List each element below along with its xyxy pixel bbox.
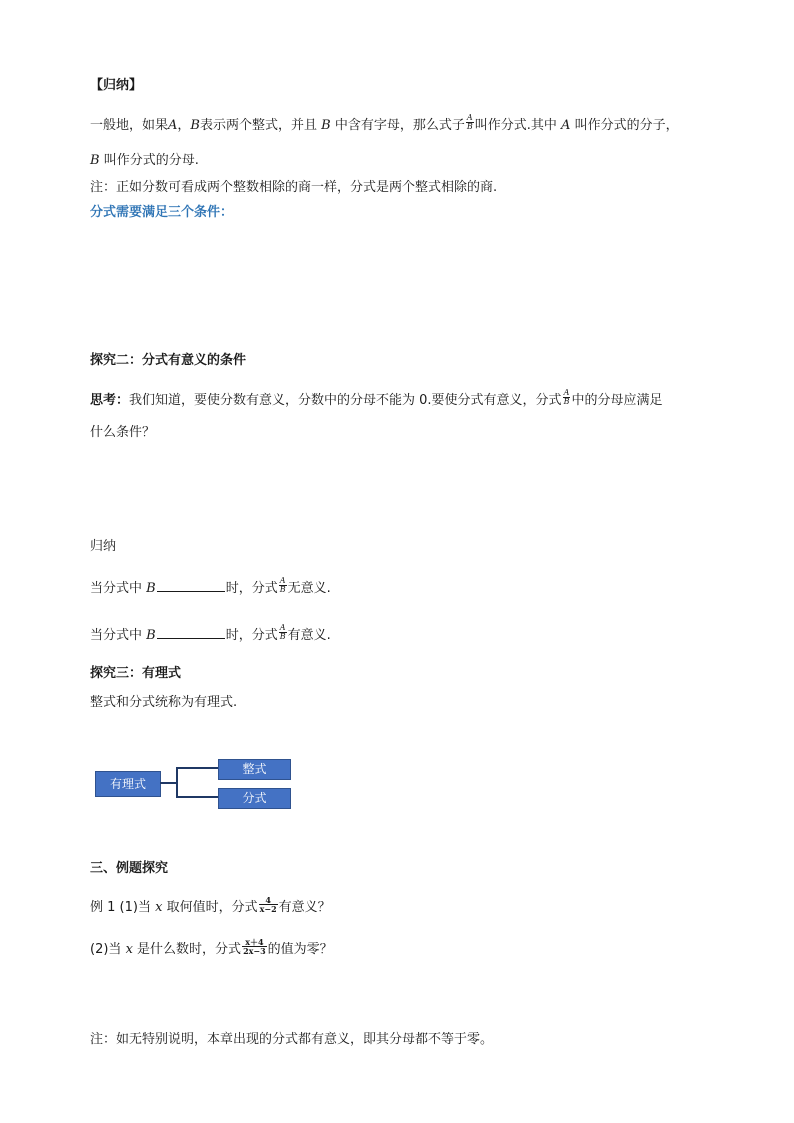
summary-heading: 【归纳】: [90, 78, 143, 93]
condition-text: 无意义.: [287, 581, 331, 596]
variable-a: A: [168, 118, 178, 133]
variable-b: B: [146, 628, 156, 643]
fill-blank[interactable]: [157, 577, 225, 592]
definition-line-1: [90, 113, 679, 136]
fraction-a-over-b: $\frac{A}{B}$: [563, 388, 570, 406]
example-text: 有意义？: [278, 900, 331, 915]
example-1: [90, 895, 331, 918]
example-text: (2)当: [90, 942, 122, 957]
conditions-heading: 分式需要满足三个条件：: [90, 205, 234, 220]
summary-label: 归纳: [90, 539, 117, 554]
variable-b: B: [90, 153, 100, 168]
condition-text: 当分式中: [90, 628, 143, 643]
think-text: 我们知道，要使分数有意义，分数中的分母不能为 0.要使分式有意义，分式: [129, 393, 562, 408]
example-text: 的值为零？: [267, 942, 333, 957]
condition-text: 有意义.: [287, 628, 331, 643]
think-line-2: 什么条件？: [90, 425, 156, 440]
example-2: [90, 937, 333, 960]
section-heading-examples: 三、例题探究: [90, 861, 169, 876]
diagram-box-integral: 整式: [218, 759, 291, 780]
definition-text: 表示两个整式，并且: [199, 118, 317, 133]
fraction-a-over-b: $\frac{A}{B}$: [279, 576, 286, 594]
diagram-connector: [176, 767, 218, 769]
think-label: 思考：: [90, 393, 130, 408]
section-heading-explore-3: 探究三：有理式: [90, 666, 182, 681]
chapter-note: 注：如无特别说明，本章出现的分式都有意义，即其分母都不等于零。: [90, 1032, 494, 1047]
diagram-connector: [176, 796, 218, 798]
fill-blank[interactable]: [157, 624, 225, 639]
example-text: 取何值时，分式: [166, 900, 258, 915]
variable-a: A: [561, 118, 571, 133]
variable-b: B: [190, 118, 200, 133]
comma: ，: [177, 118, 191, 133]
example-text: 例 1 (1)当: [90, 900, 151, 915]
condition-undefined: [90, 577, 331, 599]
variable-b: B: [321, 118, 331, 133]
example-text: 是什么数时，分式: [137, 942, 242, 957]
definition-text: 叫作分式的分母.: [103, 153, 199, 168]
condition-text: 时，分式: [225, 581, 278, 596]
diagram-connector: [176, 767, 178, 798]
think-line-1: [90, 388, 663, 411]
think-text: 中的分母应满足: [571, 393, 663, 408]
condition-text: 时，分式: [225, 628, 278, 643]
diagram-box-rational: 有理式: [95, 771, 161, 797]
note-line: 注：正如分数可看成两个整数相除的商一样，分式是两个整式相除的商.: [90, 180, 498, 195]
fraction-x-plus-4-over-2x-minus-3: $\frac{x+4}{2x-3}$: [243, 937, 266, 956]
definition-text: 一般地，如果: [90, 118, 169, 133]
condition-text: 当分式中: [90, 581, 143, 596]
diagram-connector: [160, 782, 177, 784]
fraction-a-over-b: $\frac{A}{B}$: [466, 113, 473, 131]
diagram-box-fractional: 分式: [218, 788, 291, 809]
definition-text: 中含有字母，那么式子: [334, 118, 465, 133]
definition-text: 叫作分式的分子，: [574, 118, 679, 133]
variable-x: x: [155, 900, 163, 915]
fraction-a-over-b: $\frac{A}{B}$: [279, 623, 286, 641]
condition-defined: [90, 624, 331, 646]
variable-b: B: [146, 581, 156, 596]
fraction-4-over-x-minus-2: $\frac{4}{x-2}$: [259, 895, 277, 914]
rational-expression-text: 整式和分式统称为有理式.: [90, 695, 238, 710]
section-heading-explore-2: 探究二：分式有意义的条件: [90, 353, 247, 368]
variable-x: x: [125, 942, 133, 957]
definition-text: 叫作分式.其中: [474, 118, 557, 133]
definition-line-2: [90, 151, 199, 171]
